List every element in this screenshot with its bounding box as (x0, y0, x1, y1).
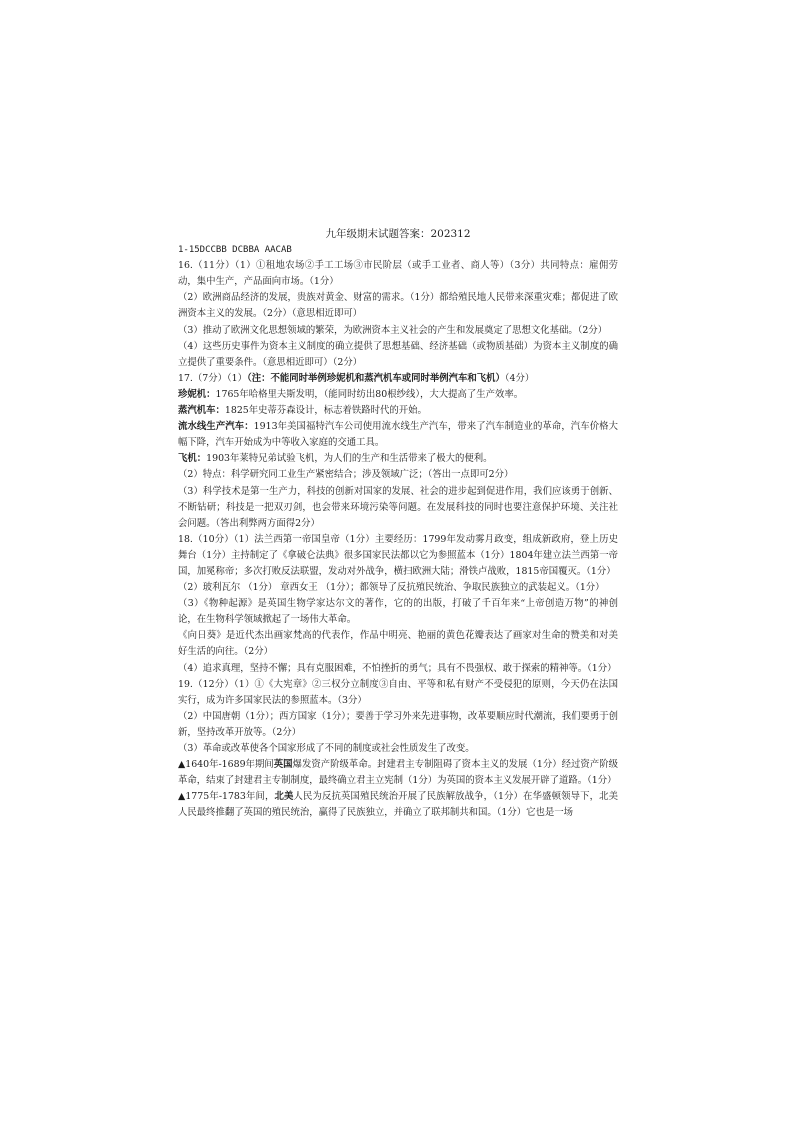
q17-item-airplane (178, 451, 618, 467)
q16-part4: （4）这些历史事件为资本主义制度的确立提供了思想基础、经济基础（或物质基础）为资本主义制度的确立提供了重要条件。（意思相近即可）（2分） (178, 340, 618, 368)
q19-part3: （3）革命或改革使各个国家形成了不同的制度或社会性质发生了改变。 (178, 743, 475, 754)
page-title: 九年级期末试题答案：202312 (325, 228, 471, 240)
q19-england (178, 757, 618, 789)
q19-america-pre: ▲1775年-1783年间， (178, 791, 275, 803)
q17-head: 17.（7分）（1） (178, 372, 248, 384)
q17-part2: （2）特点：科学研究同工业生产紧密结合；涉及领域广泛；（答出一点即可2分） (178, 469, 514, 481)
q16-part1: 16.（11分）（1）①租地农场②手工工场③市民阶层（或手工业者、商人等）（3分）共同特点：雇佣劳动，集中生产，产品面向市场。（1分） (178, 260, 618, 288)
q17-note: （注：不能同时举例珍妮机和蒸汽机车或同时举例汽车和飞机） (247, 372, 505, 384)
q18-part3: （3）《物种起源》是英国生物学家达尔文的著作，它的的出版，打破了千百年来“上帝创造万物”的神创论，在生物科学领域掀起了一场伟大革命。 (178, 598, 618, 626)
q19-england-bold: 英国 (273, 759, 293, 771)
q16-part3: （3）推动了欧洲文化思想领域的繁荣，为欧洲资本主义社会的产生和发展奠定了思想文化基础。（2分） (178, 324, 608, 336)
q19-america-bold: 北美 (274, 791, 294, 803)
choice-answers: 1-15DCCBB DCBBA AACAB (178, 245, 292, 256)
q17-item-text: 1913年美国福特汽车公司使用流水线生产汽车，带来了汽车制造业的革命，汽车价格大幅下降，汽车开始成为中等收入家庭的交通工具。 (178, 421, 618, 449)
q17-head-score: （4分） (504, 372, 535, 384)
q18-part2: （2）玻利瓦尔 （1分） 章西女王 （1分）；都领导了反抗殖民统治、争取民族独立的武装起义。（1分） (178, 582, 605, 594)
q17-item-label: 流水线生产汽车： (178, 421, 254, 433)
q16-part2: （2）欧洲商品经济的发展，贵族对黄金、财富的需求。（1分）都给殖民地人民带来深重灾难；都促进了欧洲资本主义的发展。（2分）（意思相近即可） (178, 292, 618, 320)
answer-sheet (178, 226, 618, 821)
q17-heading (178, 371, 618, 387)
q19-part2: （2）中国唐朝（1分）；西方国家（1分）；要善于学习外来先进事物，改革要顺应时代潮流，我们要勇于创新，坚持改革开放等。（2分） (178, 710, 618, 738)
q19-england-post: 爆发资产阶级革命。封建君主专制阻碍了资本主义的发展（1分）经过资产阶级革命，结束了封建君主专制制度，最终确立君主立宪制（1分）为英国的资本主义发展开辟了道路。（1分） (178, 759, 618, 787)
q18-part4: （4）追求真理，坚持不懈；具有克服困难，不怕挫折的勇气；具有不畏强权、敢于探索的精神等。（1分） (178, 662, 617, 674)
q17-item-assembly-line (178, 419, 618, 451)
q18-part1: 18.（10分）（1）法兰西第一帝国皇帝（1分）主要经历：1799年发动雾月政变，组成新政府，登上历史舞台（1分）主持制定了《拿破仑法典》很多国家民法都以它为参照蓝本（1分）1804年建立法兰西第一帝国，加冕称帝；多次打败反法联盟，发动对外战争，横扫欧洲大陆；滑铁卢战败，1815帝国覆灭。（1分） (178, 533, 618, 577)
q17-item-label: 珍妮机： (178, 388, 216, 400)
q17-part3: （3）科学技术是第一生产力，科技的创新对国家的发展、社会的进步起到促进作用，我们应该勇于创新、不断钻研；科技是一把双刃剑，也会带来环境污染等问题。在发展科技的同时也要注意保护环境、关注社会问题。（答出利弊两方面得2分） (178, 485, 618, 529)
q18-part3b: 《向日葵》是近代杰出画家梵高的代表作，作品中明亮、艳丽的黄色花瓣表达了画家对生命的赞美和对美好生活的向往。（2分） (178, 630, 618, 658)
q17-item-label: 蒸汽机车： (178, 405, 225, 417)
q19-america (178, 789, 618, 821)
q19-part1: 19.（12分）（1）①《大宪章》②三权分立制度③自由、平等和私有财产不受侵犯的原则，今天仍在法国实行，成为许多国家民法的参照蓝本。（3分） (178, 678, 618, 706)
q17-item-locomotive (178, 403, 618, 419)
q17-item-spinning-jenny (178, 387, 618, 403)
q17-item-label: 飞机： (178, 453, 207, 465)
q17-item-text: 1903年莱特兄弟试验飞机，为人们的生产和生活带来了极大的便利。 (206, 453, 493, 465)
q19-england-pre: ▲1640年-1689年期间 (178, 759, 274, 771)
q17-item-text: 1825年史蒂芬森设计，标志着铁路时代的开始。 (224, 405, 427, 417)
q19-america-post: 人民为反抗英国殖民统治开展了民族解放战争，（1分）在华盛顿领导下，北美人民最终推翻了英国的殖民统治，赢得了民族独立，并确立了联邦制共和国。（1分）它也是一场 (178, 791, 618, 819)
q17-item-text: 1765年哈格里夫斯发明，（能同时纺出80根纱线），大大提高了生产效率。 (215, 388, 524, 400)
